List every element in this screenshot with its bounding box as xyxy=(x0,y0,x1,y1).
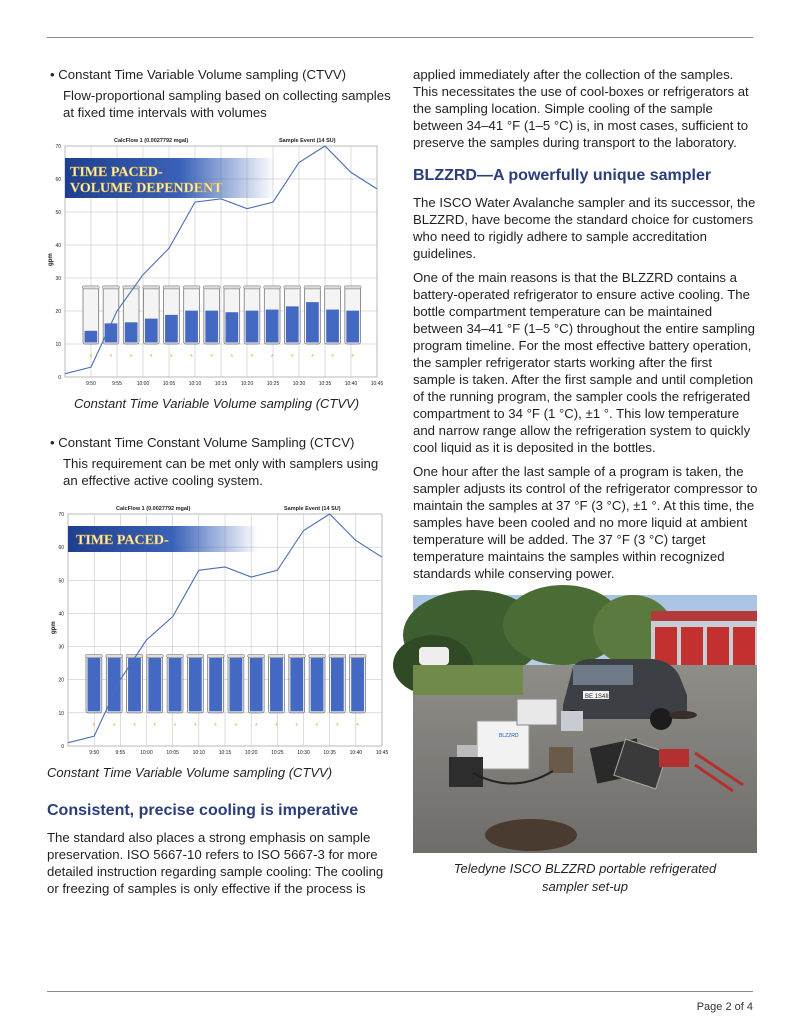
c2-bottle-fill xyxy=(128,658,141,711)
c1-xtick-label: 10:40 xyxy=(344,381,358,387)
c1-xtick-label: 10:35 xyxy=(318,381,332,387)
chart1-caption: Constant Time Variable Volume sampling (CTVV) xyxy=(74,396,360,411)
c2-bottle-fill xyxy=(250,658,263,711)
c1-xtick-label: 10:45 xyxy=(370,381,384,387)
c1-xtick-label: 10:00 xyxy=(136,381,150,387)
c2-ytick-label: 40 xyxy=(58,611,64,618)
c1-bottle-fill xyxy=(346,311,359,343)
page-number: Page 2 of 4 xyxy=(696,1001,753,1013)
c1-sample-marker: * xyxy=(129,354,133,362)
heading-blzzrd: BLZZRD—A powerfully unique sampler xyxy=(413,167,712,184)
c1-ytick-label: 10 xyxy=(55,342,61,348)
c2-bottle-cap xyxy=(187,655,204,658)
ctvv-description: Flow-proportional sampling based on collecting samples at fixed time intervals with volumes xyxy=(63,88,391,120)
c1-bottle-cap xyxy=(183,286,200,289)
sampler-photo xyxy=(413,595,757,853)
c2-ytick-label: 70 xyxy=(58,512,64,518)
c1-sample-marker: * xyxy=(250,354,254,362)
top-rule xyxy=(47,37,753,38)
c1-bottle-cap xyxy=(224,286,241,289)
c2-ytick-label: 60 xyxy=(58,545,64,552)
car-plate: BE 1S4II xyxy=(585,694,609,700)
c1-bottle-fill xyxy=(85,331,98,343)
c1-xtick-label: 10:20 xyxy=(240,381,254,387)
c1-sample-marker: * xyxy=(331,354,334,362)
c2-xtick-label: 10:40 xyxy=(349,750,363,756)
c1-xtick-label: 10:30 xyxy=(292,381,306,387)
c1-sample-marker: * xyxy=(149,354,153,362)
c1-sample-marker: * xyxy=(170,354,173,362)
c2-bottle-cap xyxy=(146,655,163,658)
c1-bottle-fill xyxy=(205,311,218,343)
c1-sample-marker: * xyxy=(109,354,113,362)
c2-sample-marker: * xyxy=(193,723,197,731)
chart1-legend-right: Sample Event (14 SU) xyxy=(279,138,336,144)
c1-bottle-fill xyxy=(326,310,339,343)
chart-ctvv xyxy=(46,134,384,392)
bottom-rule xyxy=(47,991,753,992)
c1-bottle-cap xyxy=(284,286,301,289)
c1-ytick-label: 40 xyxy=(55,243,61,249)
c2-ytick-label: 30 xyxy=(58,644,64,651)
c1-bottle-cap xyxy=(344,286,361,289)
c2-sample-marker: * xyxy=(153,723,157,731)
chart2-legend-left: CalcFlow 1 (0.0027792 mgal) xyxy=(116,506,191,512)
c2-xtick-label: 10:15 xyxy=(218,750,232,756)
c1-ytick-label: 30 xyxy=(55,276,61,282)
c2-xtick-label: 10:10 xyxy=(192,750,206,756)
c1-bottle-cap xyxy=(163,286,180,289)
c1-xtick-label: 10:05 xyxy=(162,381,176,387)
c2-bottle-cap xyxy=(288,655,305,658)
left-column xyxy=(50,66,395,131)
chart1-banner-line1: TIME PACED- xyxy=(70,165,163,180)
c2-xtick-label: 10:25 xyxy=(271,750,284,756)
c2-bottle-fill xyxy=(270,658,283,711)
c2-bottle-fill xyxy=(88,658,101,711)
c2-sample-marker: * xyxy=(275,723,278,731)
c1-sample-marker: * xyxy=(270,354,274,362)
c2-ytick-label: 20 xyxy=(58,677,64,684)
c1-bottle-fill xyxy=(185,311,198,343)
c1-ytick-label: 0 xyxy=(58,375,61,381)
c2-bottle-cap xyxy=(86,655,103,658)
photo-caption: Teledyne ISCO BLZZRD portable refrigerated sampler set-up xyxy=(453,861,717,894)
chart-ctcv xyxy=(46,502,389,760)
c2-bottle-fill xyxy=(331,658,344,711)
c2-xtick-label: 10:45 xyxy=(375,750,389,756)
chart2-ylabel: gpm xyxy=(51,621,57,634)
c2-ytick-label: 50 xyxy=(58,578,64,585)
c1-xtick-label: 10:10 xyxy=(188,381,202,387)
left-column-mid xyxy=(50,434,395,499)
chart-ctcv-svg xyxy=(46,502,389,760)
c1-bottle-cap xyxy=(83,286,100,289)
c2-bottle-cap xyxy=(207,655,224,658)
c1-bottle-fill xyxy=(286,306,299,342)
c2-bottle-fill xyxy=(189,658,202,711)
c1-ytick-label: 50 xyxy=(55,210,61,216)
c2-xtick-label: 10:35 xyxy=(323,750,336,756)
c2-bottle-cap xyxy=(329,655,346,658)
chart2-legend-right: Sample Event (14 SU) xyxy=(284,506,341,512)
c1-sample-marker: * xyxy=(311,354,314,362)
c2-sample-marker: * xyxy=(133,723,136,731)
c2-bottle-fill xyxy=(351,658,364,711)
c2-bottle-cap xyxy=(106,655,123,658)
c1-sample-marker: * xyxy=(210,354,214,362)
c1-ytick-label: 20 xyxy=(55,309,61,315)
sampler-photo-illustration xyxy=(413,595,757,853)
right-paragraph-1: applied immediately after the collection of the samples. This necessitates the use of cool-boxes or refrigerators at the sampling location. Simple cooling of the sample between 34–41 °F (1–5 °C) is, in most cases, sufficient to preserve the samples during transport to the laboratory. xyxy=(413,67,749,150)
c2-bottle-cap xyxy=(349,655,366,658)
c2-bottle-fill xyxy=(169,658,182,711)
c2-ytick-label: 0 xyxy=(61,744,64,750)
c1-bottle-cap xyxy=(143,286,160,289)
c2-sample-marker: * xyxy=(335,723,339,731)
c1-xtick-label: 10:15 xyxy=(214,381,228,387)
c2-xtick-label: 9:50 xyxy=(89,750,100,756)
c2-sample-marker: * xyxy=(254,723,258,731)
c2-xtick-label: 10:00 xyxy=(140,750,153,756)
c2-sample-marker: * xyxy=(112,723,116,731)
c1-bottle-fill xyxy=(246,311,259,343)
c2-sample-marker: * xyxy=(92,723,96,731)
c1-bottle-fill xyxy=(266,310,279,343)
heading-cooling: Consistent, precise cooling is imperative xyxy=(47,802,359,819)
c2-bottle-cap xyxy=(268,655,285,658)
right-paragraph-4: One hour after the last sample of a program is taken, the sampler adjusts its control of the refrigerator compressor to maintain the samples at 37 °F (3 °C), ±1 °. At this time, the samples have been cooled and no more liquid at ambient temperature will be added. The 37 °F (3 °C) target temperature maintains the samples within recognized standards while conserving power. xyxy=(413,464,758,581)
c2-bottle-cap xyxy=(167,655,184,658)
c1-sample-marker: * xyxy=(351,354,355,362)
c1-bottle-fill xyxy=(145,319,158,343)
c1-bottle-cap xyxy=(103,286,120,289)
c1-xtick-label: 9:50 xyxy=(86,381,96,387)
c2-sample-marker: * xyxy=(295,723,299,731)
c2-bottle-fill xyxy=(311,658,324,711)
c2-ytick-label: 10 xyxy=(58,710,64,717)
left-column-bottom xyxy=(47,802,392,904)
c2-bottle-fill xyxy=(230,658,243,711)
c2-sample-marker: * xyxy=(214,723,217,731)
c1-sample-marker: * xyxy=(190,354,193,362)
c2-sample-marker: * xyxy=(173,723,177,731)
c2-bottle-fill xyxy=(148,658,161,711)
c2-bottle-cap xyxy=(126,655,143,658)
c2-bottle-cap xyxy=(228,655,245,658)
c1-bottle-cap xyxy=(244,286,261,289)
c2-sample-marker: * xyxy=(356,723,359,731)
c1-bottle-fill xyxy=(306,302,319,342)
c2-xtick-label: 10:30 xyxy=(297,750,310,756)
c1-bottle-cap xyxy=(203,286,220,289)
ctcv-description: This requirement can be met only with samplers using an effective active cooling system. xyxy=(63,456,379,488)
c2-xtick-label: 10:05 xyxy=(166,750,179,756)
chart-ctvv-svg xyxy=(46,134,384,392)
c1-bottle-cap xyxy=(264,286,281,289)
chart2-caption: Constant Time Variable Volume sampling (CTVV) xyxy=(47,765,333,780)
c1-bottle-fill xyxy=(125,322,138,342)
chart2-banner-line1: TIME PACED- xyxy=(76,533,169,548)
c1-xtick-label: 10:25 xyxy=(266,381,280,387)
bullet-ctcv: • Constant Time Constant Volume Sampling (CTCV) xyxy=(50,435,355,450)
c1-bottle-fill xyxy=(226,312,239,342)
chart1-legend-left: CalcFlow 1 (0.0027792 mgal) xyxy=(114,138,189,144)
c1-bottle-cap xyxy=(304,286,321,289)
c1-ytick-label: 60 xyxy=(55,177,61,183)
c2-sample-marker: * xyxy=(234,723,238,731)
right-paragraph-3: One of the main reasons is that the BLZZRD contains a battery-operated refrigerator to ensure active cooling. The bottle compartment temperature can be maintained between 34–41 °F (1–5 °C) throughout the entire sampling program timeline. For the most effective battery operation, the sampler refrigerator starts working after the first sample is taken. After the first sample and until completion of the running program, the sampler cools the refrigerated compartment to 34 °F (1 °C), ±1 °. This low temperature and narrow range allow the refrigeration system to quickly cool liquid as it is deposited in the bottles. xyxy=(413,270,755,455)
c2-sample-marker: * xyxy=(315,723,319,731)
right-paragraph-2: The ISCO Water Avalanche sampler and its successor, the BLZZRD, have become the standard choice for customers who need to rigidly adhere to sample accreditation guidelines. xyxy=(413,195,756,261)
c1-ytick-label: 70 xyxy=(55,144,61,150)
c1-xtick-label: 9:55 xyxy=(112,381,122,387)
sampler-logo: BLZZRD xyxy=(499,733,519,739)
chart1-banner-line2: VOLUME DEPENDENT xyxy=(70,181,223,196)
c1-sample-marker: * xyxy=(290,354,294,362)
cooling-paragraph: The standard also places a strong emphasis on sample preservation. ISO 5667-10 refers to ISO 5667-3 for more detailed instruction regarding sample cooling: The cooling or freezing of samples is only effective if the process is xyxy=(47,830,384,896)
chart1-ylabel: gpm xyxy=(48,253,54,266)
c1-bottle-cap xyxy=(324,286,341,289)
c1-bottle-fill xyxy=(165,315,178,343)
c2-bottle-cap xyxy=(309,655,326,658)
c1-sample-marker: * xyxy=(89,354,93,362)
c2-bottle-fill xyxy=(290,658,303,711)
right-column xyxy=(413,66,758,589)
c2-xtick-label: 9:55 xyxy=(115,750,126,756)
c2-bottle-fill xyxy=(209,658,222,711)
c2-bottle-cap xyxy=(248,655,265,658)
c1-sample-marker: * xyxy=(230,354,234,362)
bullet-ctvv: • Constant Time Variable Volume sampling (CTVV) xyxy=(50,67,347,82)
c2-xtick-label: 10:20 xyxy=(244,750,258,756)
c1-bottle-cap xyxy=(123,286,140,289)
